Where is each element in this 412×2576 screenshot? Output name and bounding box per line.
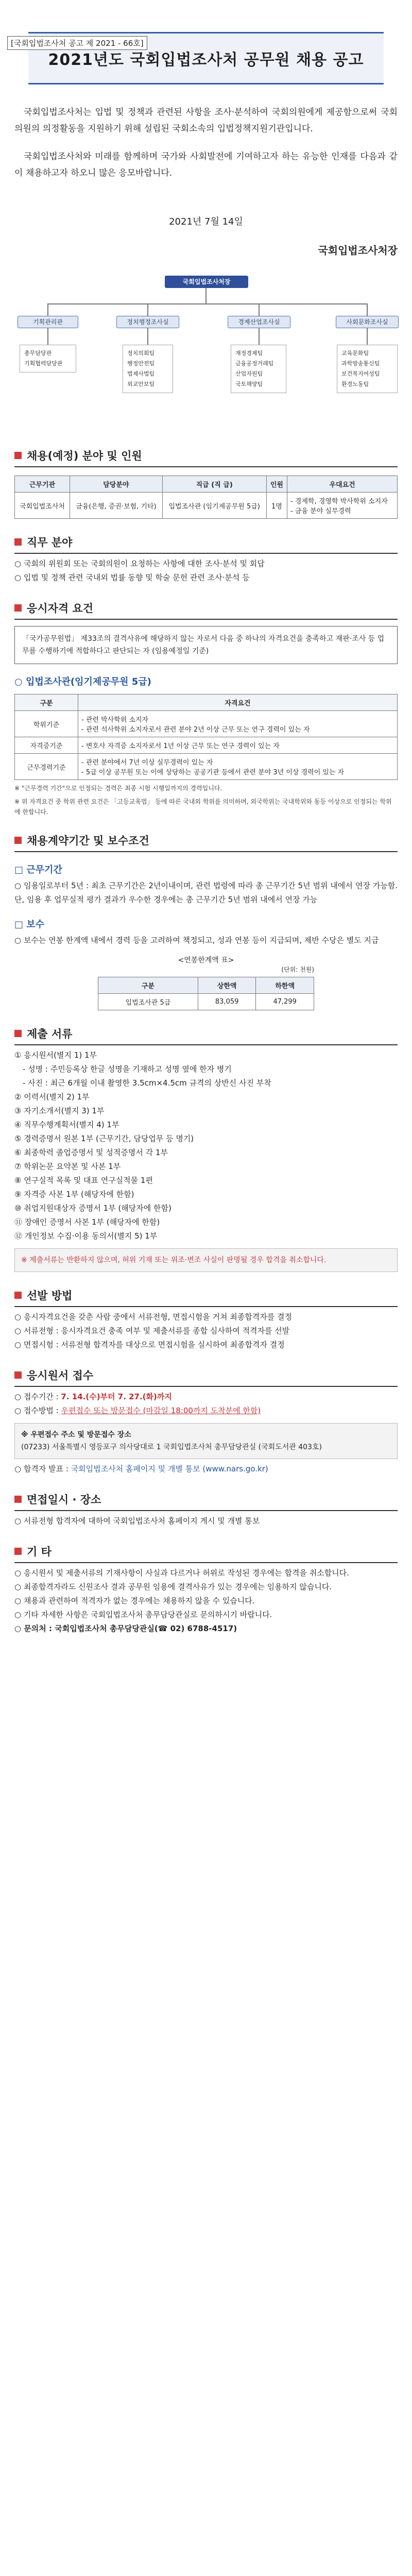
- period-text: ○ 임용일로부터 5년 : 최초 근무기간은 2년이내이며, 관련 법령에 따라 총 근무기간 5년 범위 내에서 연장 가능함. 단, 임용 후 업무실적 평가 결과가 우수한 경우에는 총 근무기간 5년 범위 내에서 연장 가능: [14, 881, 398, 904]
- list-item: - 성명 : 주민등록상 한글 성명을 기재하고 성명 옆에 한자 병기: [23, 1064, 232, 1074]
- interview-list: [14, 1514, 398, 1528]
- contact-info: ○ 문의처 : 국회입법조사처 총무담당관실(☎ 02) 6788-4517): [14, 1624, 237, 1633]
- list-item: ⑪ 장애인 증명서 사본 1부 (해당자에 한함): [14, 1217, 160, 1227]
- orgchart-sub-3: 재정경제팀 금융공정거래팀 산업자원팀 국토해양팀: [231, 345, 286, 393]
- announcement-list: [14, 1462, 398, 1476]
- pay-unit: (단위: 천원): [281, 966, 314, 973]
- etc-list: [14, 1566, 398, 1636]
- section-interview: 면접일시 · 장소: [14, 1492, 398, 1511]
- documents-list: [14, 1048, 398, 1243]
- section-documents: 제출 서류: [14, 1026, 398, 1045]
- section-application: 응시원서 접수: [14, 1367, 398, 1387]
- table-row: 입법조사관 5급 83,059 47,299: [98, 994, 314, 1010]
- section-selection: 선발 방법: [14, 1287, 398, 1307]
- positions-table: 근무기관 담당분야 직급 (직 급) 인원 우대요건 국회입법조사처 금융(은행, 증권·보험, 기타) 입법조사관 (임기제공무원 5급) 1명 - 경제학, 경영학 박사학위 소지자 - 금융 분야 실무경력: [14, 476, 398, 519]
- list-item: ○ 채용과 관련하여 적격자가 없는 경우에는 채용하지 않을 수 있습니다.: [14, 1596, 255, 1605]
- bullet-square-icon: [14, 538, 22, 546]
- qualification-note-1: ※ "근무경력 기간"으로 인정되는 경력은 최종 시험 시행일까지의 경력입니다.: [14, 785, 222, 792]
- list-item: ○ 응시자격요건을 갖춘 사람 중에서 서류전형, 면접시험을 거쳐 최종합격자를 결정: [14, 1312, 292, 1321]
- list-item: ① 응시원서(별지 1) 1부: [14, 1050, 97, 1060]
- section-qualifications: 응시자격 요건: [14, 600, 398, 620]
- bullet-square-icon: [14, 837, 22, 844]
- list-item: ○ 최종합격자라도 신원조사 결과 공무원 임용에 결격사유가 있는 경우에는 임용하지 않습니다.: [14, 1582, 332, 1591]
- selection-list: [14, 1310, 398, 1352]
- table-row: 근무경력기준 - 관련 분야에서 7년 이상 실무경력이 있는 자 - 5급 이상 공무원 또는 이에 상당하는 공공기관 등에서 관련 분야 3년 이상 경력이 있는 자: [15, 754, 398, 780]
- list-item: ○ 합격자 발표 : 국회입법조사처 홈페이지 및 개별 통보 (www.nars.go.kr): [14, 1464, 268, 1473]
- table-row: 자격증기준 - 변호사 자격증 소지자로서 1년 이상 근무 또는 연구 경력이 있는 자: [15, 737, 398, 754]
- application-list: [14, 1390, 398, 1418]
- qualification-table: 구분 자격요건 학위기준 - 관련 박사학위 소지자 - 관련 석사학위 소지자로서 관련 분야 2년 이상 근무 또는 연구 경력이 있는 자 자격증기준 - 변호사 자격증 소지자로서 1년 이상 근무 또는 연구 경력이 있는 자 근무경력기준 - 관련 분야에서 7년 이상 실무경력이 있는 자 - 5급 이상 공무원 또는 이에 상당하는 공공기관 등에서 관련 분야 3년 이상 경력이 있는 자: [14, 694, 398, 780]
- list-item: ○ 접수기간 : 7. 14.(수)부터 7. 27.(화)까지: [14, 1392, 172, 1401]
- table-row: 학위기준 - 관련 박사학위 소지자 - 관련 석사학위 소지자로서 관련 분야 2년 이상 근무 또는 연구 경력이 있는 자: [15, 711, 398, 737]
- address-box: ※ 우편접수 주소 및 방문접수 장소 (07233) 서울특별시 영등포구 의사당대로 1 국회입법조사처 총무담당관실 (국회도서관 403호): [14, 1423, 398, 1459]
- list-item: ③ 자기소개서(별지 3) 1부: [14, 1106, 105, 1115]
- pay-caption: <연봉한계액 표>: [178, 956, 234, 964]
- bullet-square-icon: [14, 1292, 22, 1299]
- section-duties: 직무 분야: [14, 534, 398, 554]
- list-item: ⑦ 학위논문 요약본 및 사본 1부: [14, 1162, 121, 1171]
- orgchart-sub-1: 총무담당관 기획협력담당관: [20, 345, 76, 372]
- list-item: ○ 응시원서 및 제출서류의 기재사항이 사실과 다르거나 허위로 작성된 경우에는 합격을 취소합니다.: [14, 1568, 349, 1578]
- page: [0, 32, 412, 2576]
- orgchart-sub-4: 교육문화팀 과학방송통신팀 보건복지여성팀 환경노동팀: [337, 345, 398, 393]
- section-positions: 채용(예정) 분야 및 인원: [14, 448, 398, 467]
- list-item: ⑨ 자격증 사본 1부 (해당자에 한함): [14, 1190, 134, 1199]
- bullet-square-icon: [14, 1371, 22, 1379]
- list-item: ○ 면접시험 : 서류전형 합격자를 대상으로 면접시험을 실시하여 최종합격자 결정: [14, 1340, 285, 1349]
- list-item: ⑥ 최종학력 졸업증명서 및 성적증명서 각 1부: [14, 1148, 168, 1157]
- list-item: ○ 국회의 위원회 또는 국회의원이 요청하는 사항에 대한 조사·분석 및 회답: [14, 559, 265, 568]
- orgchart-dept-1: 기획관리관: [18, 316, 78, 328]
- issuing-org: 국회입법조사처장: [318, 244, 398, 257]
- qualification-subtitle: ○ 입법조사관(임기제공무원 5급): [14, 676, 151, 687]
- bullet-square-icon: [14, 1548, 22, 1555]
- page-title: 2021년도 국회입법조사처 공무원 채용 공고: [48, 51, 364, 69]
- list-item: ⑫ 개인정보 수집·이용 동의서(별지 5) 1부: [14, 1231, 158, 1241]
- list-item: ⑤ 경력증명서 원본 1부 (근무기간, 담당업무 등 명기): [14, 1134, 194, 1143]
- list-item: ○ 서류전형 : 응시자격요건 충족 여부 및 제출서류를 종합 심사하여 적격자를 선발: [14, 1326, 290, 1335]
- intro: [14, 104, 398, 181]
- bullet-square-icon: [14, 452, 22, 459]
- duties-list: [14, 557, 398, 585]
- list-item: ○ 입법 및 정책 관련 국내외 법률 동향 및 학술 문헌 관련 조사·분석 등: [14, 573, 250, 582]
- period-subtitle: □ 근무기간: [14, 865, 62, 875]
- pay-table: 구분 상한액 하한액 입법조사관 5급 83,059 47,299: [98, 977, 314, 1010]
- orgchart-dept-4: 사회문화조사실: [336, 316, 399, 328]
- list-item: ○ 서류전형 합격자에 대하여 국회입법조사처 홈페이지 게시 및 개별 통보: [14, 1516, 260, 1526]
- notice-number: [국회입법조사처 공고 제 2021 - 66호]: [7, 36, 147, 50]
- list-item: ② 이력서(별지 2) 1부: [14, 1092, 90, 1101]
- list-item: ○ 접수방법 : 우편접수 또는 방문접수 (마감일 18:00까지 도착분에 한함): [14, 1406, 261, 1415]
- qualification-box: 「국가공무원법」 제33조의 결격사유에 해당하지 않는 자로서 다음 중 하나의 자격요건을 충족하고 재판·조사 등 업무를 수행하기에 적합하다고 판단되는 자 (임용예정일 기준): [14, 626, 398, 664]
- orgchart-dept-2: 정치행정조사실: [116, 316, 179, 328]
- intro-paragraph-2: 국회입법조사처와 미래를 함께하며 국가와 사회발전에 기여하고자 하는 유능한 인재를 다음과 같이 채용하고자 하오니 많은 응모바랍니다.: [14, 151, 398, 178]
- list-item: - 사진 : 최근 6개월 이내 촬영한 3.5cm×4.5cm 규격의 상반신 사진 부착: [23, 1078, 271, 1088]
- intro-paragraph-1: 국회입법조사처는 입법 및 정책과 관련된 사항을 조사·분석하여 국회의원에게 제공함으로써 국회의원의 의정활동을 지원하기 위해 설립된 국회소속의 입법정책지원기관입니다.: [14, 107, 398, 134]
- list-item: ○ 기타 자세한 사항은 국회입법조사처 총무담당관실로 문의하시기 바랍니다.: [14, 1610, 272, 1619]
- section-contract: 채용계약기간 및 보수조건: [14, 833, 398, 852]
- documents-note: ※ 제출서류는 반환하지 않으며, 허위 기재 또는 위조·변조 사실이 판명될 경우 합격을 취소합니다.: [14, 1248, 398, 1272]
- orgchart-dept-3: 경제산업조사실: [228, 316, 290, 328]
- section-etc: 기 타: [14, 1544, 398, 1563]
- list-item: ④ 직무수행계획서(별지 4) 1부: [14, 1120, 119, 1129]
- orgchart-top: 국회입법조사처장: [165, 276, 248, 288]
- pay-text: ○ 보수는 연봉 한계액 내에서 경력 등을 고려하여 책정되고, 성과 연봉 등이 지급되며, 제반 수당은 별도 지급: [14, 936, 379, 945]
- bullet-square-icon: [14, 1030, 22, 1037]
- bullet-square-icon: [14, 1496, 22, 1503]
- bullet-square-icon: [14, 604, 22, 612]
- list-item: ⑧ 연구실적 목록 및 대표 연구실적물 1편: [14, 1176, 153, 1185]
- qualification-note-2: ※ 위 자격요건 중 학위 관련 요건은 「고등교육법」 등에 따른 국내외 학위를 의미하며, 외국학위는 국내학위와 동등 이상으로 인정되는 학위에 한합니다.: [14, 798, 392, 816]
- table-row: 국회입법조사처 금융(은행, 증권·보험, 기타) 입법조사관 (임기제공무원 5급) 1명 - 경제학, 경영학 박사학위 소지자 - 금융 분야 실무경력: [15, 493, 398, 519]
- list-item: ⑩ 취업지원대상자 증명서 1부 (해당자에 한함): [14, 1204, 171, 1213]
- org-chart: [14, 273, 398, 432]
- pay-subtitle: □ 보수: [14, 919, 45, 930]
- orgchart-sub-2: 정치의회팀 행정안전팀 법제사법팀 외교안보팀: [123, 345, 173, 393]
- announce-date: 2021년 7월 14일: [169, 216, 243, 227]
